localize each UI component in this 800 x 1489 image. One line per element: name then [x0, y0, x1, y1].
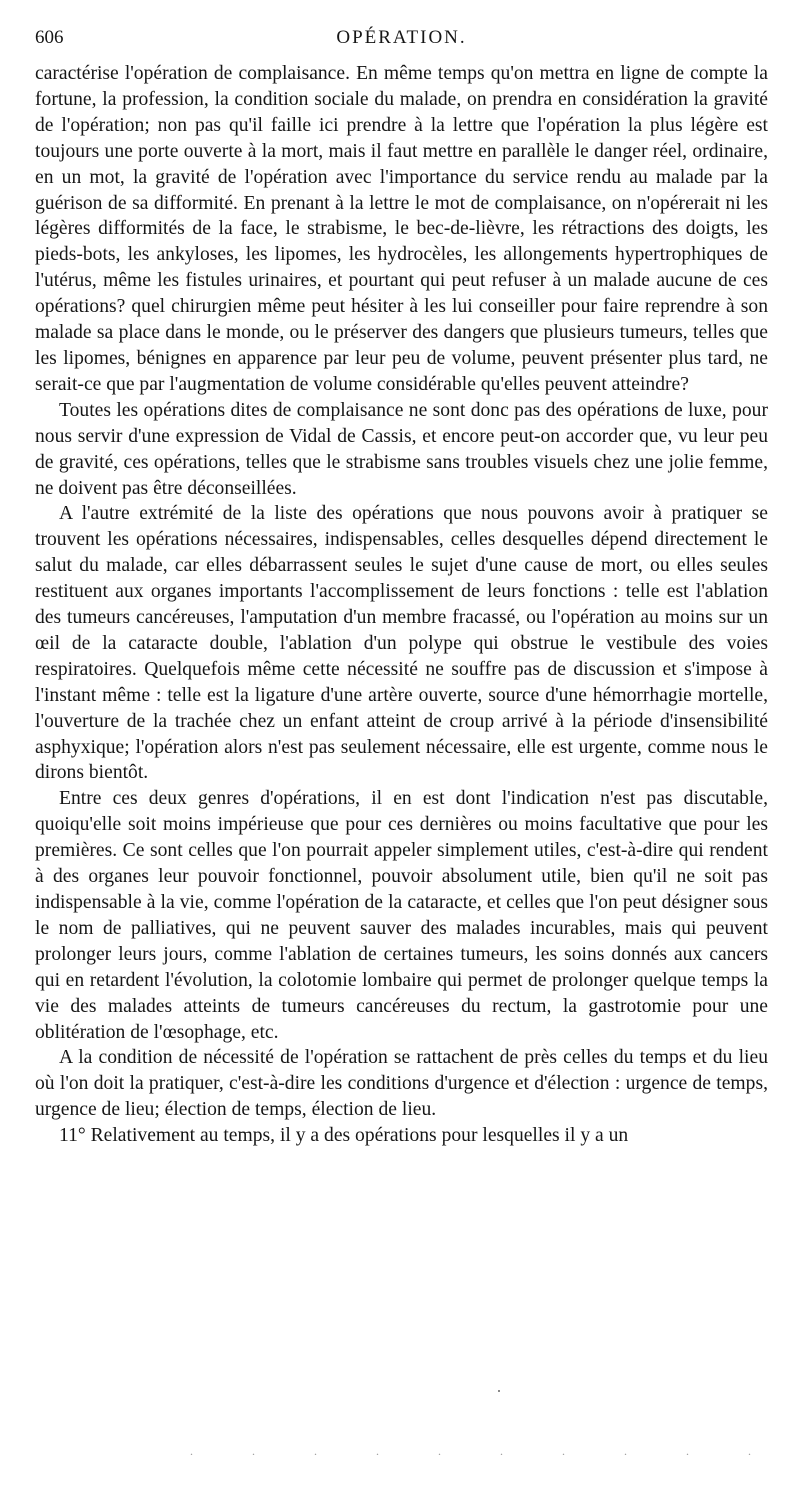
- paragraph-necessary-operations: A l'autre extrémité de la liste des opérations que nous pouvons avoir à pratiquer se trouvent les opérations nécessaires, indispensables, celles desquelles dépend directement le salut du malade, car elles débarrassent seules le sujet d'une cause de mort, ou elles seules restituent aux organes importants l'accomplissement de leurs fonctions : telle est l'ablation des tumeurs cancéreuses, l'amputation d'un membre fracassé, ou l'opération au moins sur un œil de la cataracte double, l'ablation d'un polype qui obstrue le vestibule des voies respiratoires. Quelquefois même cette nécessité ne souffre pas de discussion et s'impose à l'instant même : telle est la ligature d'une artère ouverte, source d'une hémorrhagie mortelle, l'ouverture de la trachée chez un enfant atteint de croup arrivé à la période d'insensibilité asphyxique; l'opération alors n'est pas seulement nécessaire, elle est urgente, comme nous le dirons bientôt.: [35, 503, 768, 784]
- paragraph-relative-to-time: 11° Relativement au temps, il y a des opérations pour lesquelles il y a un: [59, 1125, 629, 1147]
- paragraph-time-and-place: A la condition de nécessité de l'opération se rattachent de près celles du temps et du lieu où l'on doit la pratiquer, c'est-à-dire les conditions d'urgence et d'élection : urgence de temps, urgence de lieu; élection de temps, élection de lieu.: [35, 1047, 768, 1121]
- paragraph-complaisance: Toutes les opérations dites de complaisance ne sont donc pas des opérations de luxe, pour nous servir d'une expression de Vidal de Cassis, et encore peut-on accorder que, vu leur peu de gravité, ces opérations, telles que le strabisme sans troubles visuels chez une jolie femme, ne doivent pas être déconseillées.: [35, 399, 768, 499]
- trailing-print-marks: . . . . . . . . . .: [190, 1444, 779, 1458]
- page-header: [35, 27, 768, 57]
- page-number: 606: [35, 27, 64, 48]
- running-title: OPÉRATION.: [336, 27, 467, 48]
- print-speck: [498, 1390, 500, 1392]
- body-text: [35, 61, 768, 1149]
- paragraph-continuation: caractérise l'opération de complaisance. En même temps qu'on mettra en ligne de compte la fortune, la profession, la condition sociale du malade, on prendra en considération la gravité de l'opération; non pas qu'il faille ici prendre à la lettre que l'opération la plus légère est toujours une porte ouverte à la mort, mais il faut mettre en parallèle le danger réel, ordinaire, en un mot, la gravité de l'opération avec l'importance du service rendu au malade par la guérison de sa difformité. En prenant à la lettre le mot de complaisance, on n'opérerait ni les légères difformités de la face, le strabisme, le bec-de-lièvre, les rétractions des doigts, les pieds-bots, les ankyloses, les lipomes, les hydrocèles, les allongements hypertrophiques de l'utérus, même les fistules urinaires, et pourtant qui peut refuser à un malade aucune de ces opérations? quel chirurgien même peut hésiter à les lui conseiller pour faire reprendre à son malade sa place dans le monde, ou le préserver des dangers que plusieurs tumeurs, telles que les lipomes, bénignes en apparence par leur peu de volume, peuvent présenter plus tard, ne serait-ce que par l'augmentation de volume considérable qu'elles peuvent atteindre?: [35, 63, 768, 395]
- paragraph-useful-operations: Entre ces deux genres d'opérations, il en est dont l'indication n'est pas discutable, quoiqu'elle soit moins impérieuse que pour ces dernières ou moins facultative que pour les premières. Ce sont celles que l'on pourrait appeler simplement utiles, c'est-à-dire qui rendent à des organes leur pouvoir fonctionnel, pouvoir absolument utile, bien qu'il ne soit pas indispensable à la vie, comme l'opération de la cataracte, et celles que l'on peut désigner sous le nom de palliatives, qui ne peuvent sauver des malades incurables, mais qui peuvent prolonger leurs jours, comme l'ablation de certaines tumeurs, les soins donnés aux cancers qui en retardent l'évolution, la colotomie lombaire qui permet de prolonger quelque temps la vie des malades atteints de tumeurs cancéreuses du rectum, la gastrotomie pour une oblitération de l'œsophage, etc.: [35, 788, 768, 1043]
